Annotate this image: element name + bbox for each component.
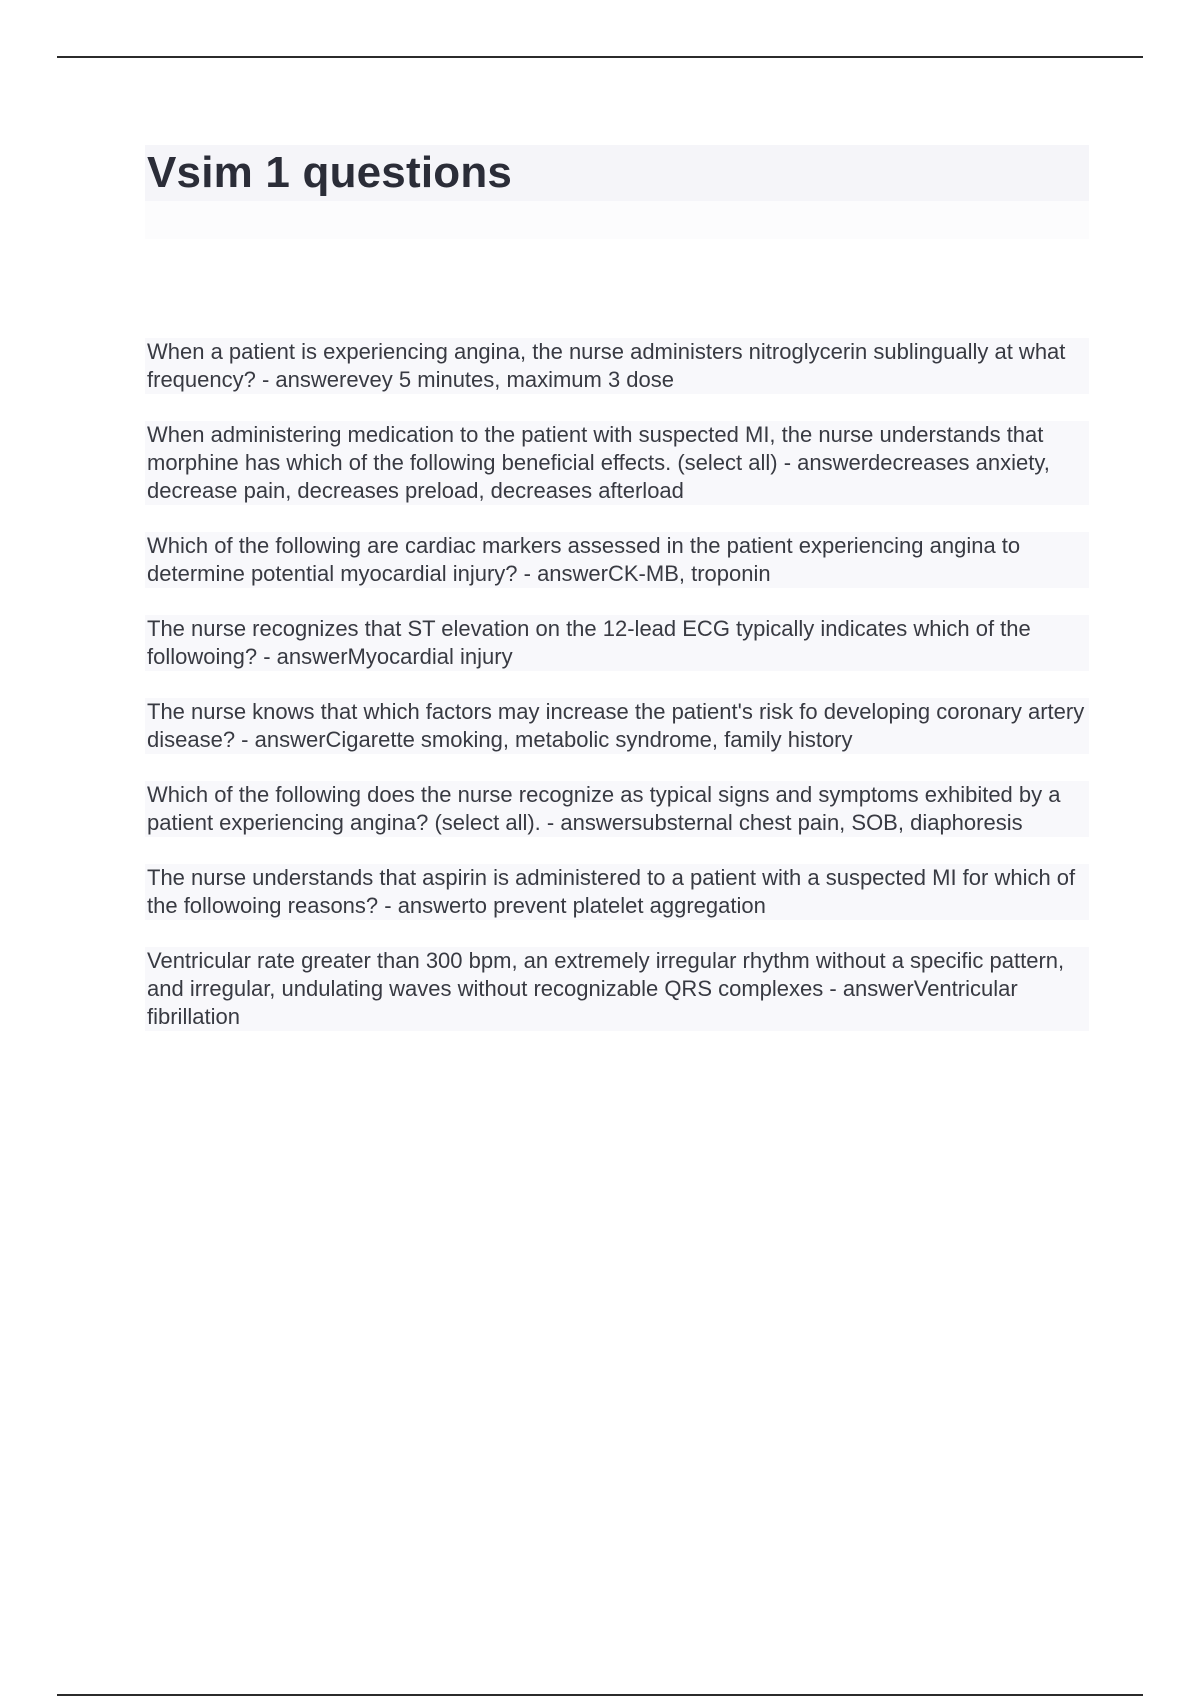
qa-item: When a patient is experiencing angina, the nurse administers nitroglycerin sublingually at what frequency? - answerevey 5 minutes, maximum 3 dose — [145, 338, 1089, 394]
top-divider — [57, 56, 1143, 58]
qa-item: Which of the following does the nurse recognize as typical signs and symptoms exhibited by a patient experiencing angina? (select all). - answersubsternal chest pain, SOB, diaphoresis — [145, 781, 1089, 837]
qa-item: The nurse knows that which factors may increase the patient's risk fo developing coronary artery disease? - answerCigarette smoking, metabolic syndrome, family history — [145, 698, 1089, 754]
qa-list — [145, 338, 1089, 1058]
qa-item: The nurse understands that aspirin is administered to a patient with a suspected MI for which of the followoing reasons? - answerto prevent platelet aggregation — [145, 864, 1089, 920]
bottom-divider — [57, 1694, 1143, 1696]
qa-item: When administering medication to the patient with suspected MI, the nurse understands that morphine has which of the following beneficial effects. (select all) - answerdecreases anxiety, decrease pain, decreases preload, decreases afterload — [145, 421, 1089, 505]
qa-item: Ventricular rate greater than 300 bpm, an extremely irregular rhythm without a specific pattern, and irregular, undulating waves without recognizable QRS complexes - answerVentricular fibrillation — [145, 947, 1089, 1031]
qa-item: Which of the following are cardiac markers assessed in the patient experiencing angina to determine potential myocardial injury? - answerCK-MB, troponin — [145, 532, 1089, 588]
page-title: Vsim 1 questions — [147, 148, 513, 197]
title-spacer — [145, 201, 1089, 239]
qa-item: The nurse recognizes that ST elevation on the 12-lead ECG typically indicates which of the followoing? - answerMyocardial injury — [145, 615, 1089, 671]
title-block — [145, 145, 1089, 201]
